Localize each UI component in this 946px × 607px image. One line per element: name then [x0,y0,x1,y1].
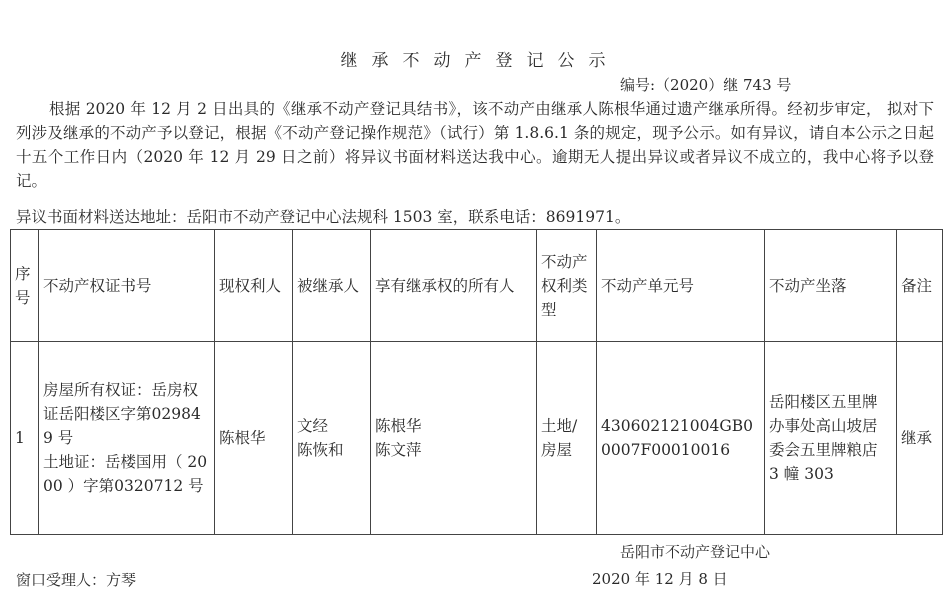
issuer-name: 岳阳市不动产登记中心 [620,543,771,561]
registration-table [10,229,943,535]
cell-location: 岳阳楼区五里牌办事处高山坡居委会五里牌粮店 3 幢 303 [765,342,897,535]
header-seq: 序号 [11,230,39,342]
header-remark: 备注 [897,230,943,342]
header-deceased: 被继承人 [293,230,371,342]
header-current-holder: 现权利人 [215,230,293,342]
cell-current-holder: 陈根华 [215,342,293,535]
table-row [11,342,943,535]
cell-deceased: 文经 陈恢和 [293,342,371,535]
table-header-row [11,230,943,342]
cell-remark: 继承 [897,342,943,535]
notice-title: 继承不动产登记公示 [340,51,620,71]
window-clerk: 窗口受理人：方琴 [16,571,137,589]
cell-heirs: 陈根华 陈文萍 [371,342,537,535]
cell-right-type: 土地/房屋 [537,342,597,535]
issue-date: 2020 年 12 月 8 日 [592,570,728,588]
cell-unit-no: 430602121004GB00007F00010016 [597,342,765,535]
header-right-type: 不动产权利类型 [537,230,597,342]
header-location: 不动产坐落 [765,230,897,342]
cell-cert-no: 房屋所有权证：岳房权证岳阳楼区字第029849 号 土地证：岳楼国用（ 2000 ）字第0320712 号 [39,342,215,535]
header-cert-no: 不动产权证书号 [39,230,215,342]
objection-address: 异议书面材料送达地址：岳阳市不动产登记中心法规科 1503 室，联系电话：8691971。 [16,208,631,226]
header-heirs: 享有继承权的所有人 [371,230,537,342]
document-number: 编号:（2020）继 743 号 [620,76,792,94]
cell-seq: 1 [11,342,39,535]
header-unit-no: 不动产单元号 [597,230,765,342]
notice-body: 根据 2020 年 12 月 2 日出具的《继承不动产登记具结书》，该不动产由继承人陈根华通过遗产继承所得。经初步审定， 拟对下列涉及继承的不动产予以登记，根据《不动产登记操作规范》（试行）第 1.8.6.1 条的规定，现予公示。如有异议，请自本公示之日起十五个工作日内（2020 年 12 月 29 日之前）将异议书面材料送达我中心。逾期无人提出异议或者异议不成立的，我中心将予以登记。 [16,100,934,190]
